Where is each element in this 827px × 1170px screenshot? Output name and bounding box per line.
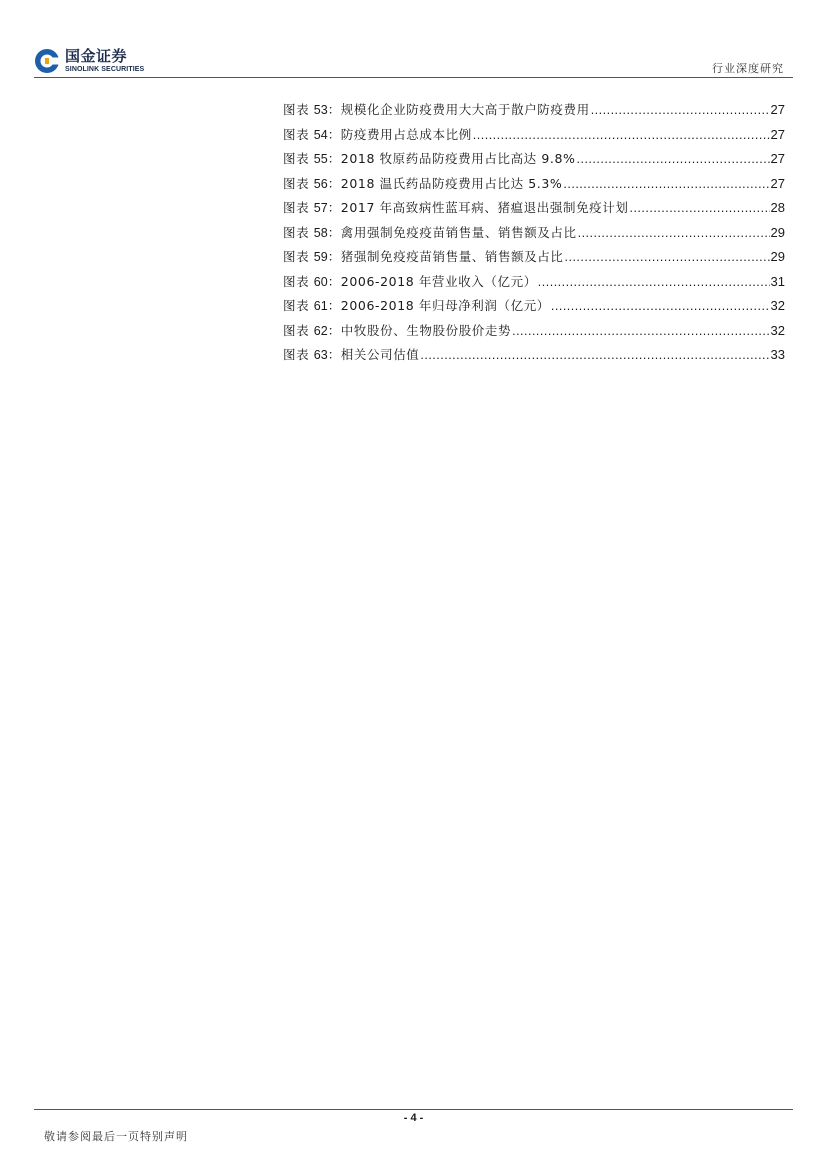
toc-entry-number: 53: [313, 103, 328, 117]
toc-entry-prefix: 图表: [283, 249, 314, 264]
toc-dot-leader: [473, 128, 770, 142]
toc-entry-title: ：规模化企业防疫费用大大高于散户防疫费用: [327, 102, 590, 117]
toc-dot-leader: [577, 152, 770, 166]
toc-entry-page: 27: [770, 126, 785, 142]
header-divider: [34, 77, 793, 78]
toc-entry-number: 55: [313, 152, 328, 166]
toc-entry-page: 29: [770, 224, 785, 240]
toc-entry[interactable]: [283, 272, 785, 297]
toc-entry-label: [283, 149, 576, 167]
toc-entry-title: ：2018 温氏药品防疫费用占比达 5.3%: [327, 175, 563, 191]
logo-chinese-name: 国金证券: [65, 47, 128, 65]
page-number: - 4 -: [403, 1112, 424, 1124]
toc-entry-number: 61: [313, 299, 328, 313]
toc-entry-prefix: 图表: [283, 200, 314, 215]
toc-dot-leader: [565, 250, 770, 264]
toc-entry[interactable]: [283, 345, 785, 370]
toc-entry-title: ：禽用强制免疫疫苗销售量、销售额及占比: [327, 224, 577, 240]
toc-entry-prefix: 图表: [283, 224, 314, 240]
toc-entry[interactable]: [283, 247, 785, 272]
toc-entry-prefix: 图表: [283, 322, 314, 338]
toc-dot-leader: [563, 177, 769, 191]
toc-entry-label: [283, 345, 419, 363]
toc-entry-prefix: 图表: [283, 175, 314, 191]
disclaimer-note: 敬请参阅最后一页特别声明: [44, 1130, 188, 1143]
toc-entry-title: ：2006-2018 年归母净利润（亿元）: [327, 298, 550, 313]
toc-entry-number: 59: [313, 250, 328, 264]
toc-entry-prefix: 图表: [283, 151, 314, 166]
toc-dot-leader: [420, 348, 769, 362]
toc-entry-prefix: 图表: [283, 347, 314, 362]
toc-entry[interactable]: [283, 125, 785, 150]
toc-entry-label: [283, 296, 550, 314]
toc-entry-prefix: 图表: [283, 102, 314, 117]
toc-entry-title: ：2017 年高致病性蓝耳病、猪瘟退出强制免疫计划: [327, 200, 629, 215]
toc-entry-prefix: 图表: [283, 298, 314, 313]
toc-dot-leader: [512, 324, 769, 338]
toc-entry[interactable]: [283, 149, 785, 174]
toc-entry-page: 28: [770, 200, 785, 215]
toc-entry-title: ：2018 牧原药品防疫费用占比高达 9.8%: [327, 151, 576, 166]
toc-entry-title: ：猪强制免疫疫苗销售量、销售额及占比: [327, 249, 564, 264]
toc-entry-number: 62: [313, 323, 328, 338]
toc-entry-title: ：2006-2018 年营业收入（亿元）: [327, 273, 537, 289]
toc-entry-prefix: 图表: [283, 273, 314, 289]
toc-dot-leader: [629, 201, 769, 215]
page-header: [0, 0, 827, 80]
toc-entry-label: [283, 223, 577, 241]
toc-dot-leader: [591, 103, 770, 117]
toc-entry-label: [283, 125, 472, 143]
toc-entry-page: 27: [770, 151, 785, 166]
toc-entry-page: 31: [770, 273, 785, 289]
toc-entry-label: [283, 272, 537, 290]
toc-entry-title: ：相关公司估值: [327, 347, 420, 362]
company-logo: [34, 46, 144, 76]
logo-english-name: SINOLINK SECURITIES: [65, 66, 145, 73]
toc-entry[interactable]: [283, 223, 785, 248]
toc-entry-page: 32: [770, 322, 785, 338]
toc-entry[interactable]: [283, 100, 785, 125]
toc-entry-label: [283, 198, 628, 216]
toc-entry-number: 60: [313, 274, 328, 289]
toc-entry-page: 27: [770, 175, 785, 191]
toc-entry-label: [283, 100, 590, 118]
toc-entry-page: 27: [770, 102, 785, 117]
toc-entry-number: 56: [313, 176, 328, 191]
toc-entry-number: 57: [313, 201, 328, 215]
toc-entry-page: 29: [770, 249, 785, 264]
toc-entry[interactable]: [283, 296, 785, 321]
toc-entry-page: 33: [770, 347, 785, 362]
toc-dot-leader: [578, 226, 770, 240]
toc-dot-leader: [538, 275, 770, 289]
toc-entry-number: 58: [313, 225, 328, 240]
report-type-label: 行业深度研究: [712, 62, 784, 75]
toc-entry-label: [283, 247, 564, 265]
toc-entry[interactable]: [283, 321, 785, 346]
toc-dot-leader: [551, 299, 770, 313]
toc-entry[interactable]: [283, 198, 785, 223]
toc-entry-page: 32: [770, 298, 785, 313]
toc-entry-label: [283, 321, 511, 339]
footer-divider: [34, 1109, 793, 1110]
toc-entry-label: [283, 174, 562, 192]
toc-entry-title: ：防疫费用占总成本比例: [327, 126, 472, 142]
toc-entry-number: 63: [313, 348, 328, 362]
toc-entry-title: ：中牧股份、生物股份股价走势: [327, 322, 512, 338]
toc-entry-number: 54: [313, 127, 328, 142]
figure-index-list: [283, 100, 785, 370]
toc-entry-prefix: 图表: [283, 126, 314, 142]
sinolink-logo-icon: [34, 48, 60, 74]
toc-entry[interactable]: [283, 174, 785, 199]
